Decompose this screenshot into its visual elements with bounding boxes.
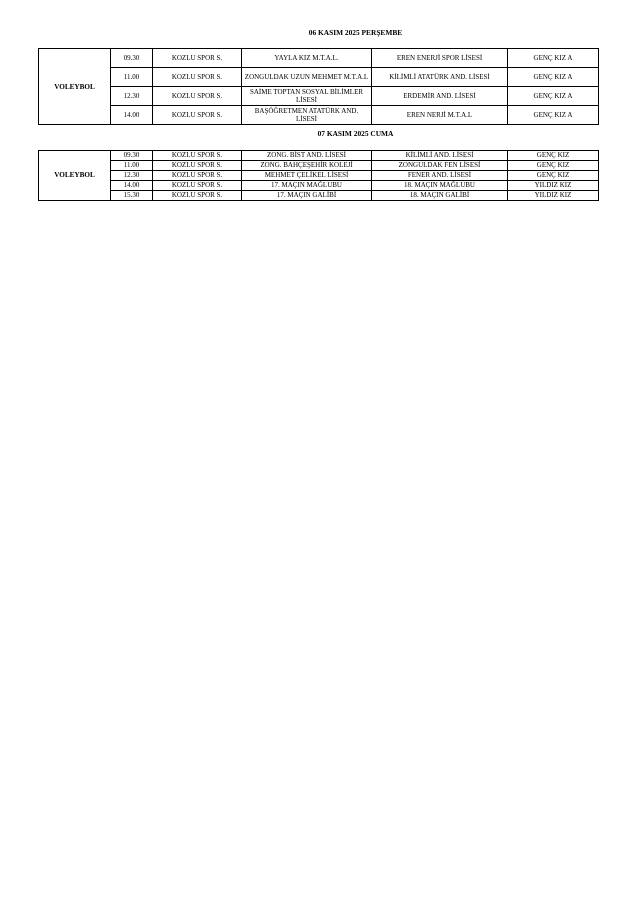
time-cell: 11.00 — [111, 161, 153, 171]
day-title: 07 KASIM 2025 CUMA — [317, 129, 394, 138]
home-team-cell: 17. MAÇIN GALİBİ — [242, 191, 372, 201]
table-row — [39, 106, 599, 125]
venue-cell: KOZLU SPOR S. — [153, 87, 242, 106]
home-team-cell: ZONG. BAHÇEŞEHİR KOLEJİ — [242, 161, 372, 171]
venue-cell: KOZLU SPOR S. — [153, 171, 242, 181]
sport-cell: VOLEYBOL — [39, 151, 111, 201]
away-team-cell: FENER AND. LİSESİ — [372, 171, 508, 181]
away-team-cell: 18. MAÇIN MAĞLUBU — [372, 181, 508, 191]
away-team-cell: ERDEMİR AND. LİSESİ — [372, 87, 508, 106]
venue-cell: KOZLU SPOR S. — [153, 161, 242, 171]
time-cell: 12.30 — [111, 171, 153, 181]
away-team-cell: EREN ENERJİ SPOR LİSESİ — [372, 49, 508, 68]
category-cell: GENÇ KIZ A — [508, 49, 599, 68]
category-cell: GENÇ KIZ — [508, 151, 599, 161]
table-row — [39, 181, 599, 191]
time-cell: 12.30 — [111, 87, 153, 106]
schedule-table — [38, 150, 599, 201]
table-row — [39, 171, 599, 181]
table-row — [39, 191, 599, 201]
category-cell: GENÇ KIZ A — [508, 68, 599, 87]
away-team-cell: KİLİMLİ ATATÜRK AND. LİSESİ — [372, 68, 508, 87]
table-row — [39, 161, 599, 171]
away-team-cell: ZONGULDAK FEN LİSESİ — [372, 161, 508, 171]
venue-cell: KOZLU SPOR S. — [153, 151, 242, 161]
home-team-cell: ZONG. BİST AND. LİSESİ — [242, 151, 372, 161]
venue-cell: KOZLU SPOR S. — [153, 191, 242, 201]
time-cell: 15.30 — [111, 191, 153, 201]
time-cell: 09.30 — [111, 151, 153, 161]
category-cell: YILDIZ KIZ — [508, 191, 599, 201]
schedule-table — [38, 48, 599, 125]
time-cell: 14.00 — [111, 181, 153, 191]
table-row — [39, 87, 599, 106]
time-cell: 09.30 — [111, 49, 153, 68]
category-cell: GENÇ KIZ A — [508, 87, 599, 106]
category-cell: GENÇ KIZ — [508, 161, 599, 171]
category-cell: YILDIZ KIZ — [508, 181, 599, 191]
home-team-cell: MEHMET ÇELİKEL LİSESİ — [242, 171, 372, 181]
category-cell: GENÇ KIZ — [508, 171, 599, 181]
home-team-cell: YAYLA KIZ M.T.A.L. — [242, 49, 372, 68]
away-team-cell: KİLİMLİ AND. LİSESİ — [372, 151, 508, 161]
table-row — [39, 151, 599, 161]
home-team-cell: BAŞÖĞRETMEN ATATÜRK AND. LİSESİ — [242, 106, 372, 125]
sport-cell: VOLEYBOL — [39, 49, 111, 125]
home-team-cell: ZONGULDAK UZUN MEHMET M.T.A.L — [242, 68, 372, 87]
category-cell: GENÇ KIZ A — [508, 106, 599, 125]
venue-cell: KOZLU SPOR S. — [153, 68, 242, 87]
home-team-cell: 17. MAÇIN MAĞLUBU — [242, 181, 372, 191]
away-team-cell: EREN NERJİ M.T.A.L — [372, 106, 508, 125]
time-cell: 11.00 — [111, 68, 153, 87]
away-team-cell: 18. MAÇIN GALİBİ — [372, 191, 508, 201]
time-cell: 14.00 — [111, 106, 153, 125]
home-team-cell: SAİME TOPTAN SOSYAL BİLİMLER LİSESİ — [242, 87, 372, 106]
day-title: 06 KASIM 2025 PERŞEMBE — [308, 28, 403, 37]
table-row — [39, 68, 599, 87]
venue-cell: KOZLU SPOR S. — [153, 49, 242, 68]
venue-cell: KOZLU SPOR S. — [153, 181, 242, 191]
table-row — [39, 49, 599, 68]
venue-cell: KOZLU SPOR S. — [153, 106, 242, 125]
